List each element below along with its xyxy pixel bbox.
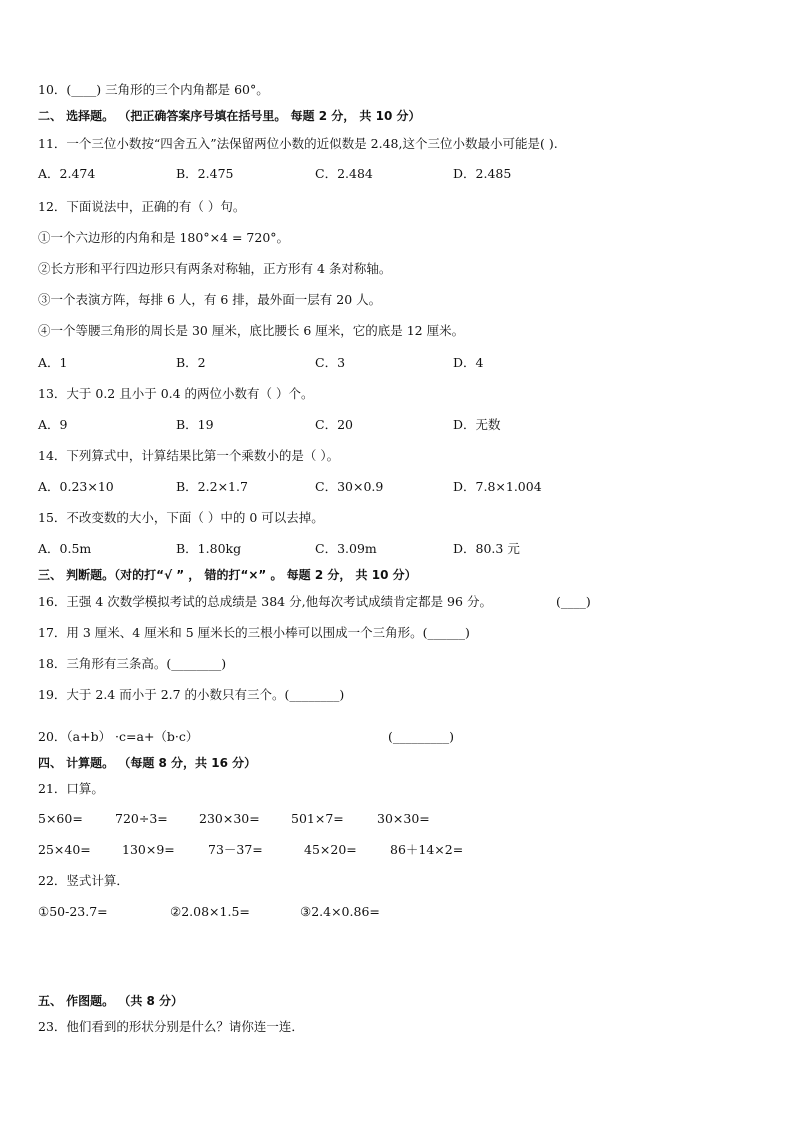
statement-4: ④一个等腰三角形的周长是 30 厘米，底比腰长 6 厘米，它的底是 12 厘米。: [38, 323, 465, 338]
math-item: 501×7=: [291, 811, 344, 826]
mental-math-row-2: [38, 842, 598, 858]
option-b: B．19: [176, 417, 214, 432]
math-item: 720÷3=: [115, 811, 168, 826]
option-a: A．0.23×10: [38, 479, 114, 494]
vertical-calc-items: [38, 904, 598, 920]
mental-math-row-1: [38, 811, 598, 827]
question-10: 10．(____) 三角形的三个内角都是 60°。: [38, 82, 269, 97]
statement-3: ③一个表演方阵，每排 6 人，有 6 排，最外面一层有 20 人。: [38, 292, 382, 307]
option-a: A．0.5m: [38, 541, 92, 556]
option-d: D．4: [453, 355, 484, 370]
question-19: 19．大于 2.4 而小于 2.7 的小数只有三个。(________): [38, 687, 345, 702]
math-item: 30×30=: [377, 811, 430, 826]
option-d: D．无数: [453, 417, 501, 432]
vertical-calc-item: ①50-23.7=: [38, 904, 108, 919]
question-14-options: [38, 479, 598, 495]
math-item: 86＋14×2=: [390, 842, 464, 857]
question-11-stem: 11．一个三位小数按“四舍五入”法保留两位小数的近似数是 2.48,这个三位小数最小可能是( ).: [38, 136, 558, 151]
vertical-calc-item: ②2.08×1.5=: [170, 904, 250, 919]
option-a: A．1: [38, 355, 68, 370]
option-a: A．2.474: [38, 166, 96, 181]
option-c: C．3.09m: [315, 541, 377, 556]
option-c: C．20: [315, 417, 353, 432]
option-b: B．1.80kg: [176, 541, 242, 556]
question-15-options: [38, 541, 598, 557]
question-11-options: [38, 166, 598, 182]
question-12-options: [38, 355, 598, 371]
question-20-stem: 20．（a+b） ·c=a+（b·c）: [38, 729, 199, 744]
section-5-header: 五、 作图题。 （共 8 分）: [38, 994, 184, 1008]
question-20-answer-blank: (_________): [388, 729, 455, 744]
math-item: 25×40=: [38, 842, 91, 857]
option-b: B．2.475: [176, 166, 234, 181]
option-c: C．3: [315, 355, 346, 370]
question-16-answer-blank: (____): [556, 594, 591, 609]
question-23: 23．他们看到的形状分别是什么？请你连一连．: [38, 1019, 304, 1034]
vertical-calc-item: ③2.4×0.86=: [300, 904, 380, 919]
option-d: D．7.8×1.004: [453, 479, 542, 494]
statement-1: ①一个六边形的内角和是 180°×4 = 720°。: [38, 230, 290, 245]
question-18: 18．三角形有三条高。(________): [38, 656, 227, 671]
option-d: D．2.485: [453, 166, 512, 181]
question-13-options: [38, 417, 598, 433]
section-2-header: 二、 选择题。 （把正确答案序号填在括号里。 每题 2 分， 共 10 分）: [38, 109, 421, 123]
option-b: B．2: [176, 355, 206, 370]
question-14-stem: 14．下列算式中，计算结果比第一个乘数小的是（ ）。: [38, 448, 340, 463]
statement-2: ②长方形和平行四边形只有两条对称轴，正方形有 4 条对称轴。: [38, 261, 392, 276]
option-b: B．2.2×1.7: [176, 479, 248, 494]
option-c: C．2.484: [315, 166, 373, 181]
section-4-header: 四、 计算题。 （每题 8 分，共 16 分）: [38, 756, 257, 770]
option-a: A．9: [38, 417, 68, 432]
question-22-stem: 22．竖式计算．: [38, 873, 129, 888]
option-d: D．80.3 元: [453, 541, 520, 556]
question-17: 17．用 3 厘米、4 厘米和 5 厘米长的三根小棒可以围成一个三角形。(______): [38, 625, 470, 640]
option-c: C．30×0.9: [315, 479, 384, 494]
section-3-header: 三、 判断题。（对的打“√ ” ， 错的打“×” 。 每题 2 分， 共 10 分）: [38, 568, 417, 582]
math-item: 130×9=: [122, 842, 175, 857]
question-15-stem: 15．不改变数的大小，下面（ ）中的 0 可以去掉。: [38, 510, 324, 525]
question-12-stem: 12．下面说法中，正确的有（ ）句。: [38, 199, 246, 214]
math-item: 73－37=: [208, 842, 263, 857]
question-21-stem: 21．口算。: [38, 781, 104, 796]
question-13-stem: 13．大于 0.2 且小于 0.4 的两位小数有（ ）个。: [38, 386, 314, 401]
math-item: 45×20=: [304, 842, 357, 857]
question-16-stem: 16．王强 4 次数学模拟考试的总成绩是 384 分,他每次考试成绩肯定都是 96 分。: [38, 594, 492, 609]
math-item: 5×60=: [38, 811, 83, 826]
math-item: 230×30=: [199, 811, 260, 826]
